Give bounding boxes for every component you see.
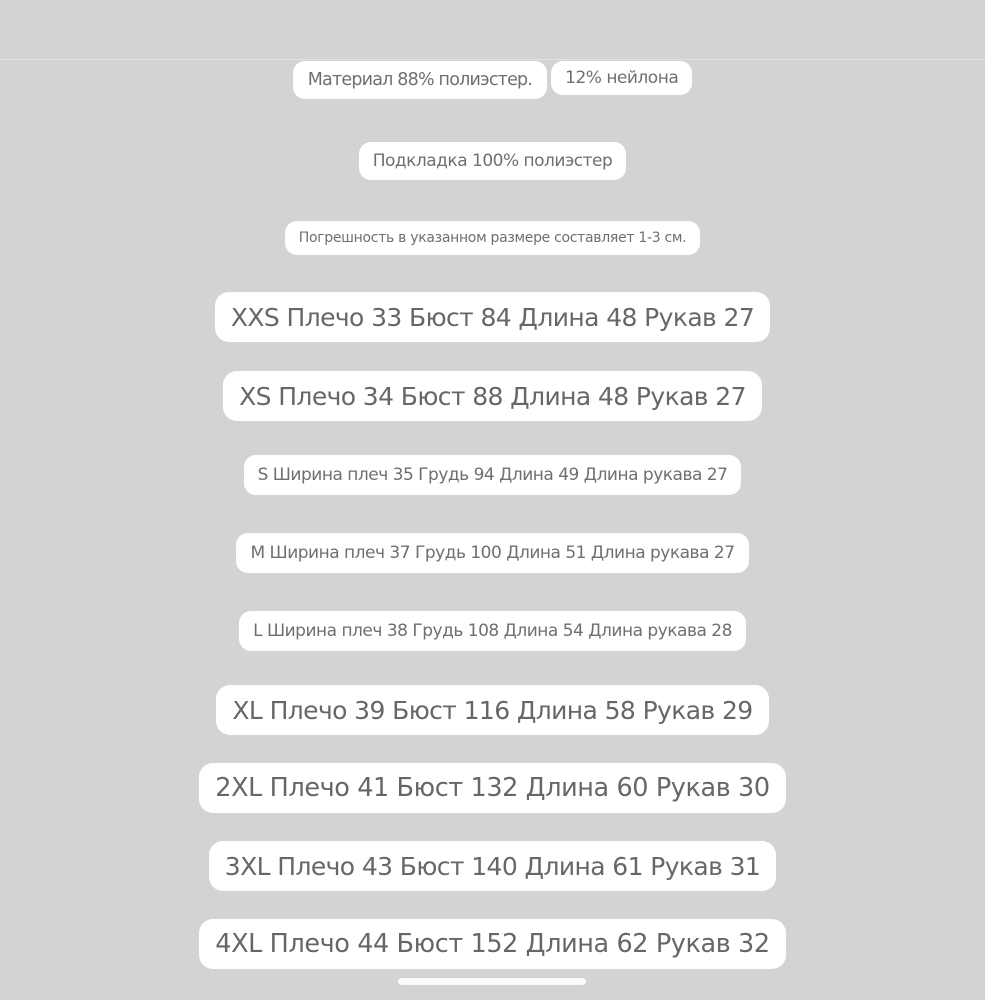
tolerance-note: Погрешность в указанном размере составляет 1-3 см. <box>285 221 701 255</box>
size-row-l <box>0 611 985 651</box>
size-s-label: S Ширина плеч 35 Грудь 94 Длина 49 Длина рукава 27 <box>244 455 742 495</box>
size-row-xxs <box>0 292 985 342</box>
top-divider <box>0 59 985 60</box>
size-row-m <box>0 533 985 573</box>
material-nylon-label: 12% нейлона <box>551 61 692 95</box>
size-row-xl <box>0 685 985 735</box>
size-xxs-label: XXS Плечо 33 Бюст 84 Длина 48 Рукав 27 <box>215 292 770 342</box>
tolerance-row <box>0 221 985 255</box>
size-xs-label: XS Плечо 34 Бюст 88 Длина 48 Рукав 27 <box>223 371 762 421</box>
size-row-3xl <box>0 841 985 891</box>
material-polyester-label: Материал 88% полиэстер. <box>293 61 547 99</box>
size-row-2xl <box>0 763 985 813</box>
size-3xl-label: 3XL Плечо 43 Бюст 140 Длина 61 Рукав 31 <box>209 841 776 891</box>
size-row-s <box>0 455 985 495</box>
home-indicator[interactable] <box>398 978 586 985</box>
lining-row <box>0 142 985 180</box>
size-2xl-label: 2XL Плечо 41 Бюст 132 Длина 60 Рукав 30 <box>199 763 785 813</box>
size-row-xs <box>0 371 985 421</box>
size-l-label: L Ширина плеч 38 Грудь 108 Длина 54 Длина рукава 28 <box>239 611 746 651</box>
size-row-4xl <box>0 919 985 969</box>
size-m-label: M Ширина плеч 37 Грудь 100 Длина 51 Длина рукава 27 <box>236 533 748 573</box>
size-xl-label: XL Плечо 39 Бюст 116 Длина 58 Рукав 29 <box>216 685 768 735</box>
size-4xl-label: 4XL Плечо 44 Бюст 152 Длина 62 Рукав 32 <box>199 919 785 969</box>
lining-label: Подкладка 100% полиэстер <box>359 142 627 180</box>
material-row <box>0 61 985 99</box>
